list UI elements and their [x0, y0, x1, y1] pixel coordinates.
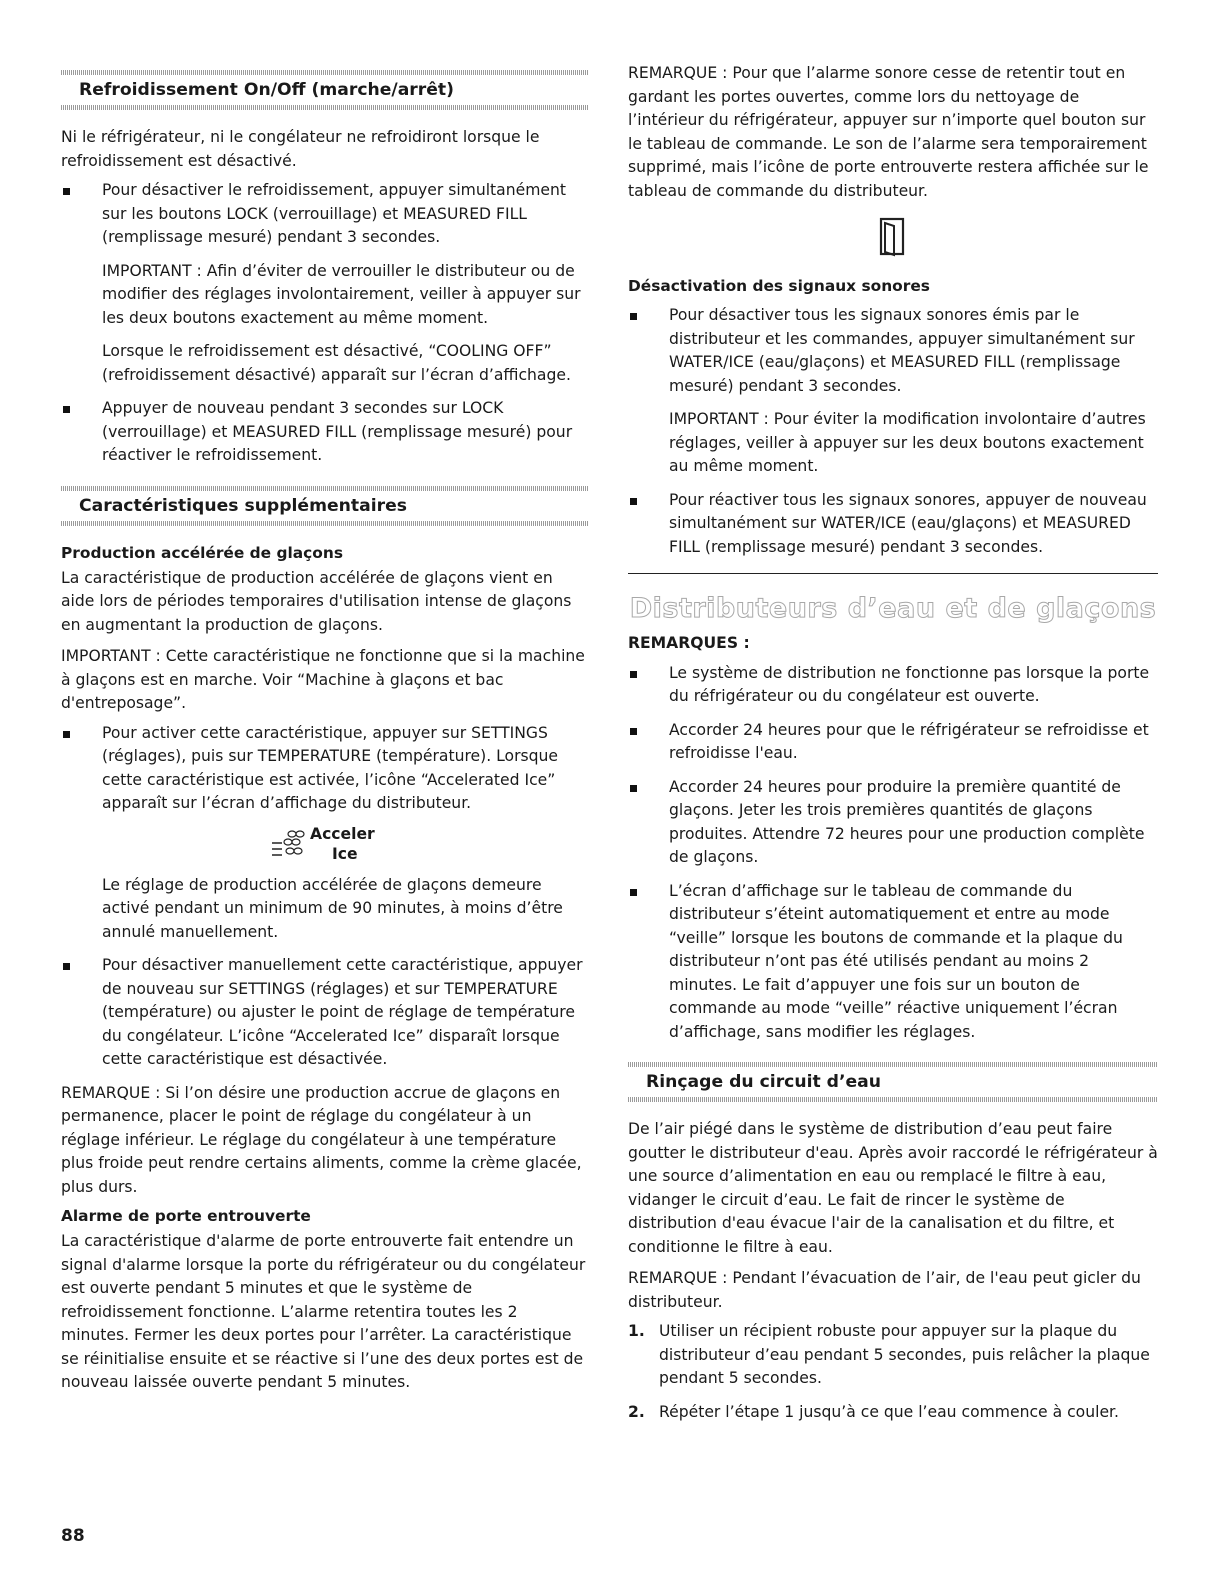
step-text: Répéter l’étape 1 jusqu’à ce que l’eau commence à couler.: [659, 1402, 1119, 1421]
section-title-features: Caractéristiques supplémentaires: [79, 495, 407, 516]
paragraph: De l’air piégé dans le système de distribution d’eau peut faire goutter le distributeur d'eau. Après avoir raccordé le réfrigérateur à une source d’alimentation en eau ou remplacé le filtre à eau, vidanger le circuit d’eau. Le fait de rincer le système de distribution d'eau évacue l'air de la canalisation et du filtre, et conditionne le filtre à eau.: [628, 1120, 1158, 1256]
step-text: Utiliser un récipient robuste pour appuyer sur la plaque du distributeur d’eau pendant 5 secondes, puis relâcher la plaque pendant 5 secondes.: [659, 1322, 1150, 1387]
accelerated-ice-label: [310, 824, 375, 864]
icon-label-line1: Acceler: [310, 824, 375, 843]
important-note: IMPORTANT : Cette caractéristique ne fonctionne que si la machine à glaçons est en marche. Voir “Machine à glaçons et bac d'entreposage”.: [61, 647, 585, 712]
subheading-disable-sounds: Désactivation des signaux sonores: [628, 277, 930, 295]
bullet-text: Accorder 24 heures pour produire la première quantité de glaçons. Jeter les trois premières quantités de glaçons produites. Attendre 72 heures pour une production complète de glaçons.: [669, 777, 1145, 866]
step-number: 1.: [628, 1322, 645, 1340]
bullet-text: L’écran d’affichage sur le tableau de commande du distributeur s’éteint automatiquement et entre au mode “veille” lorsque les boutons de commande et la plaque du distributeur n’ont pas été utilisés pendant au moins 2 minutes. Le fait d’appuyer une fois sur un bouton de commande au mode “veille” réactive uniquement l’écran d’affichage, sans modifier les réglages.: [669, 881, 1123, 1041]
list-item: [628, 880, 1158, 1045]
numbered-list: [628, 1320, 1158, 1424]
list-item: [628, 304, 1158, 479]
chapter-title: Distributeurs d’eau et de glaçons: [628, 573, 1158, 626]
paragraph: Lorsque le refroidissement est désactivé, “COOLING OFF” (refroidissement désactivé) apparaît sur l’écran d’affichage.: [102, 342, 571, 384]
list-item: [628, 719, 1158, 766]
subheading-accelerated-ice: Production accélérée de glaçons: [61, 543, 343, 562]
bullet-text: Pour désactiver le refroidissement, appuyer simultanément sur les boutons LOCK (verrouillage) et MEASURED FILL (remplissage mesuré) pendant 3 secondes.: [102, 181, 566, 246]
important-note: IMPORTANT : Afin d’éviter de verrouiller le distributeur ou de modifier des réglages involontairement, veiller à appuyer sur les deux boutons exactement au même moment.: [102, 261, 581, 327]
section-header-rinse: [628, 1054, 1158, 1108]
section-header-cooling: [61, 62, 589, 116]
door-ajar-icon: [879, 217, 907, 257]
bullet-text: Pour réactiver tous les signaux sonores, appuyer de nouveau simultanément sur WATER/ICE (eau/glaçons) et MEASURED FILL (remplissage mesuré) pendant 3 secondes.: [669, 490, 1147, 556]
note-paragraph: REMARQUE : Pendant l’évacuation de l’air, de l'eau peut gicler du distributeur.: [628, 1269, 1141, 1311]
list-item: [628, 662, 1158, 709]
list-item: [61, 722, 589, 945]
paragraph: La caractéristique de production accélérée de glaçons vient en aide lors de périodes temporaires d'utilisation intense de glaçons en augmentant la production de glaçons.: [61, 568, 572, 634]
list-item: [628, 1320, 1158, 1391]
paragraph: La caractéristique d'alarme de porte entrouverte fait entendre un signal d'alarme lorsque la porte du réfrigérateur ou du congélateur est ouverte pendant 5 minutes et que le système de refroidissement fonctionne. L’alarme retentira toutes les 2 minutes. Fermer les deux portes pour l’arrêter. La caractéristique se réinitialise ensuite et se réactive si l’une des deux portes est de nouveau laissée ouverte pendant 5 minutes.: [61, 1232, 586, 1391]
door-ajar-display: [628, 217, 1158, 261]
list-item: [61, 179, 589, 387]
list-item: [628, 489, 1158, 560]
bullet-list: [628, 662, 1158, 1045]
important-note: IMPORTANT : Pour éviter la modification involontaire d’autres réglages, veiller à appuyer sur les deux boutons exactement au même moment.: [669, 410, 1146, 475]
bullet-text: Appuyer de nouveau pendant 3 secondes sur LOCK (verrouillage) et MEASURED FILL (remplissage mesuré) pour réactiver le refroidissement.: [102, 399, 573, 464]
bullet-text: Pour désactiver tous les signaux sonores émis par le distributeur et les commandes, appuyer simultanément sur WATER/ICE (eau/glaçons) et MEASURED FILL (remplissage mesuré) pendant 3 secondes.: [669, 306, 1135, 395]
section-title-rinse: Rinçage du circuit d’eau: [646, 1072, 882, 1092]
bullet-text: Accorder 24 heures pour que le réfrigérateur se refroidisse et refroidisse l'eau.: [669, 720, 1149, 762]
list-item: [628, 1401, 1158, 1425]
left-column: [61, 62, 589, 1395]
accelerated-ice-display: [270, 824, 589, 864]
accelerated-ice-icon: [270, 827, 306, 861]
list-item: [628, 776, 1158, 870]
paragraph: Le réglage de production accélérée de glaçons demeure activé pendant un minimum de 90 minutes, à moins d’être annulé manuellement.: [102, 875, 563, 941]
bullet-text: Pour activer cette caractéristique, appuyer sur SETTINGS (réglages), puis sur TEMPERATURE (température). Lorsque cette caractéristique est activée, l’icône “Accelerated Ice” apparaît sur l’écran d’affichage du distributeur.: [102, 723, 559, 812]
notes-heading: REMARQUES :: [628, 634, 750, 652]
section-header-features: [61, 478, 589, 532]
list-item: [61, 397, 589, 468]
bullet-list: [61, 179, 589, 468]
list-item: [61, 954, 589, 1072]
right-column: [628, 62, 1158, 1434]
bullet-text: Pour désactiver manuellement cette caractéristique, appuyer de nouveau sur SETTINGS (réglages) et sur TEMPERATURE (température) ou ajuster le point de réglage de température du congélateur. L’icône “Accelerated Ice” disparaît lorsque cette caractéristique est désactivée.: [102, 956, 583, 1068]
bullet-list: [628, 304, 1158, 559]
subheading-door-alarm: Alarme de porte entrouverte: [61, 1207, 311, 1225]
note-paragraph: REMARQUE : Pour que l’alarme sonore cesse de retentir tout en gardant les portes ouvertes, comme lors du nettoyage de l’intérieur du réfrigérateur, appuyer sur n’importe quel bouton sur le tableau de commande. Le son de l’alarme sera temporairement supprimé, mais l’icône de porte entrouverte restera affichée sur le tableau de commande du distributeur.: [628, 64, 1149, 200]
paragraph: Ni le réfrigérateur, ni le congélateur ne refroidiront lorsque le refroidissement est désactivé.: [61, 128, 540, 170]
step-number: 2.: [628, 1402, 645, 1421]
icon-label-line2: Ice: [332, 844, 358, 863]
bullet-list: [61, 722, 589, 1072]
bullet-text: Le système de distribution ne fonctionne pas lorsque la porte du réfrigérateur ou du congélateur est ouverte.: [669, 663, 1150, 705]
section-title-cooling: Refroidissement On/Off (marche/arrêt): [79, 80, 454, 100]
page-number: 88: [61, 1526, 85, 1546]
note-paragraph: REMARQUE : Si l’on désire une production accrue de glaçons en permanence, placer le point de réglage du congélateur à un réglage inférieur. Le réglage du congélateur à une température plus froide peut rendre certains aliments, comme la crème glacée, plus durs.: [61, 1083, 582, 1196]
